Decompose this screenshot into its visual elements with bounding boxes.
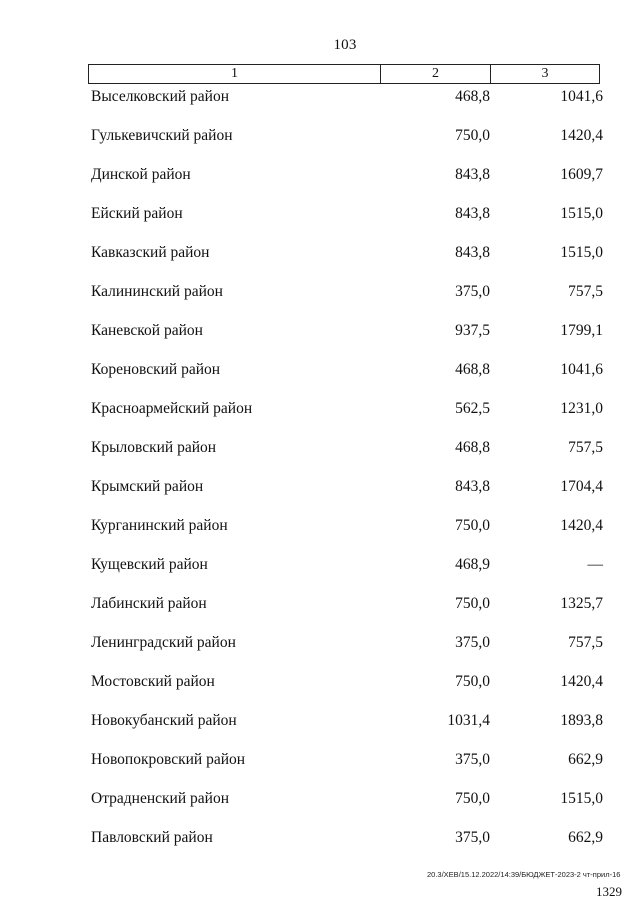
- column-3-value: 1704,4: [560, 478, 603, 495]
- column-3-value: 1515,0: [560, 205, 603, 222]
- district-name: Крыловский район: [91, 439, 217, 456]
- table-row: [0, 790, 639, 812]
- column-2-value: 750,0: [455, 127, 490, 144]
- column-2-value: 375,0: [455, 634, 490, 651]
- district-name: Лабинский район: [91, 595, 207, 612]
- column-3-value: 662,9: [568, 829, 603, 846]
- column-2-value: 843,8: [455, 244, 490, 261]
- column-2-value: 750,0: [455, 595, 490, 612]
- table-row: [0, 634, 639, 656]
- column-2-value: 750,0: [455, 790, 490, 807]
- district-name: Калининский район: [91, 283, 223, 300]
- district-name: Новокубанский район: [91, 712, 237, 729]
- column-2-value: 843,8: [455, 478, 490, 495]
- table-row: [0, 166, 639, 188]
- column-2-value: 375,0: [455, 829, 490, 846]
- table-row: [0, 478, 639, 500]
- table-row: [0, 322, 639, 344]
- district-name: Гулькевичский район: [91, 127, 233, 144]
- page-number: 103: [333, 37, 357, 53]
- district-name: Кавказский район: [91, 244, 210, 261]
- table-row: [0, 361, 639, 383]
- column-3-value: 1420,4: [560, 673, 603, 690]
- column-3-value: 1609,7: [560, 166, 603, 183]
- district-name: Динской район: [91, 166, 191, 183]
- column-3-value: 662,9: [568, 751, 603, 768]
- table-row: [0, 88, 639, 110]
- district-name: Выселковский район: [91, 88, 230, 105]
- column-2-value: 843,8: [455, 166, 490, 183]
- column-2-value: 468,8: [455, 361, 490, 378]
- table-row: [0, 244, 639, 266]
- document-code: 20.3/ХЕВ/15.12.2022/14:39/БЮДЖЕТ-2023-2 чт-прил-16: [427, 870, 621, 879]
- column-2-value: 468,8: [455, 88, 490, 105]
- district-name: Ленинградский район: [91, 634, 236, 651]
- column-3-value: 757,5: [568, 439, 603, 456]
- table-row: [0, 556, 639, 578]
- district-name: Отрадненский район: [91, 790, 229, 807]
- table-row: [0, 517, 639, 539]
- table-row: [0, 712, 639, 734]
- district-name: Крымский район: [91, 478, 204, 495]
- table-row: [0, 751, 639, 773]
- column-3-value: 1420,4: [560, 127, 603, 144]
- district-name: Каневской район: [91, 322, 203, 339]
- column-3-value: 1041,6: [560, 88, 603, 105]
- column-3-value: —: [587, 556, 603, 573]
- table-row: [0, 205, 639, 227]
- header-column-2: 2: [381, 65, 491, 83]
- sheet-number: 1329: [596, 884, 622, 899]
- table-row: [0, 673, 639, 695]
- table-header: [88, 64, 600, 84]
- district-name: Красноармейский район: [91, 400, 253, 417]
- column-2-value: 375,0: [455, 283, 490, 300]
- district-name: Кущевский район: [91, 556, 208, 573]
- column-3-value: 1231,0: [560, 400, 603, 417]
- district-name: Мостовский район: [91, 673, 215, 690]
- table-row: [0, 400, 639, 422]
- table-row: [0, 829, 639, 851]
- district-name: Новопокровский район: [91, 751, 246, 768]
- table-row: [0, 283, 639, 305]
- column-3-value: 757,5: [568, 634, 603, 651]
- column-2-value: 375,0: [455, 751, 490, 768]
- column-3-value: 1041,6: [560, 361, 603, 378]
- column-3-value: 1515,0: [560, 244, 603, 261]
- district-name: Ейский район: [91, 205, 183, 222]
- header-column-3: 3: [541, 66, 549, 81]
- column-2-value: 1031,4: [447, 712, 490, 729]
- column-3-value: 1420,4: [560, 517, 603, 534]
- district-name: Павловский район: [91, 829, 213, 846]
- column-3-value: 1893,8: [560, 712, 603, 729]
- column-3-value: 1515,0: [560, 790, 603, 807]
- district-name: Курганинский район: [91, 517, 228, 534]
- table-row: [0, 127, 639, 149]
- table-row: [0, 439, 639, 461]
- column-2-value: 750,0: [455, 673, 490, 690]
- column-3-value: 1799,1: [560, 322, 603, 339]
- column-3-value: 757,5: [568, 283, 603, 300]
- district-name: Кореновский район: [91, 361, 221, 378]
- column-2-value: 468,9: [455, 556, 490, 573]
- column-2-value: 468,8: [455, 439, 490, 456]
- header-column-1: 1: [89, 65, 381, 83]
- column-2-value: 562,5: [455, 400, 490, 417]
- column-2-value: 937,5: [455, 322, 490, 339]
- column-2-value: 750,0: [455, 517, 490, 534]
- column-3-value: 1325,7: [560, 595, 603, 612]
- table-row: [0, 595, 639, 617]
- column-2-value: 843,8: [455, 205, 490, 222]
